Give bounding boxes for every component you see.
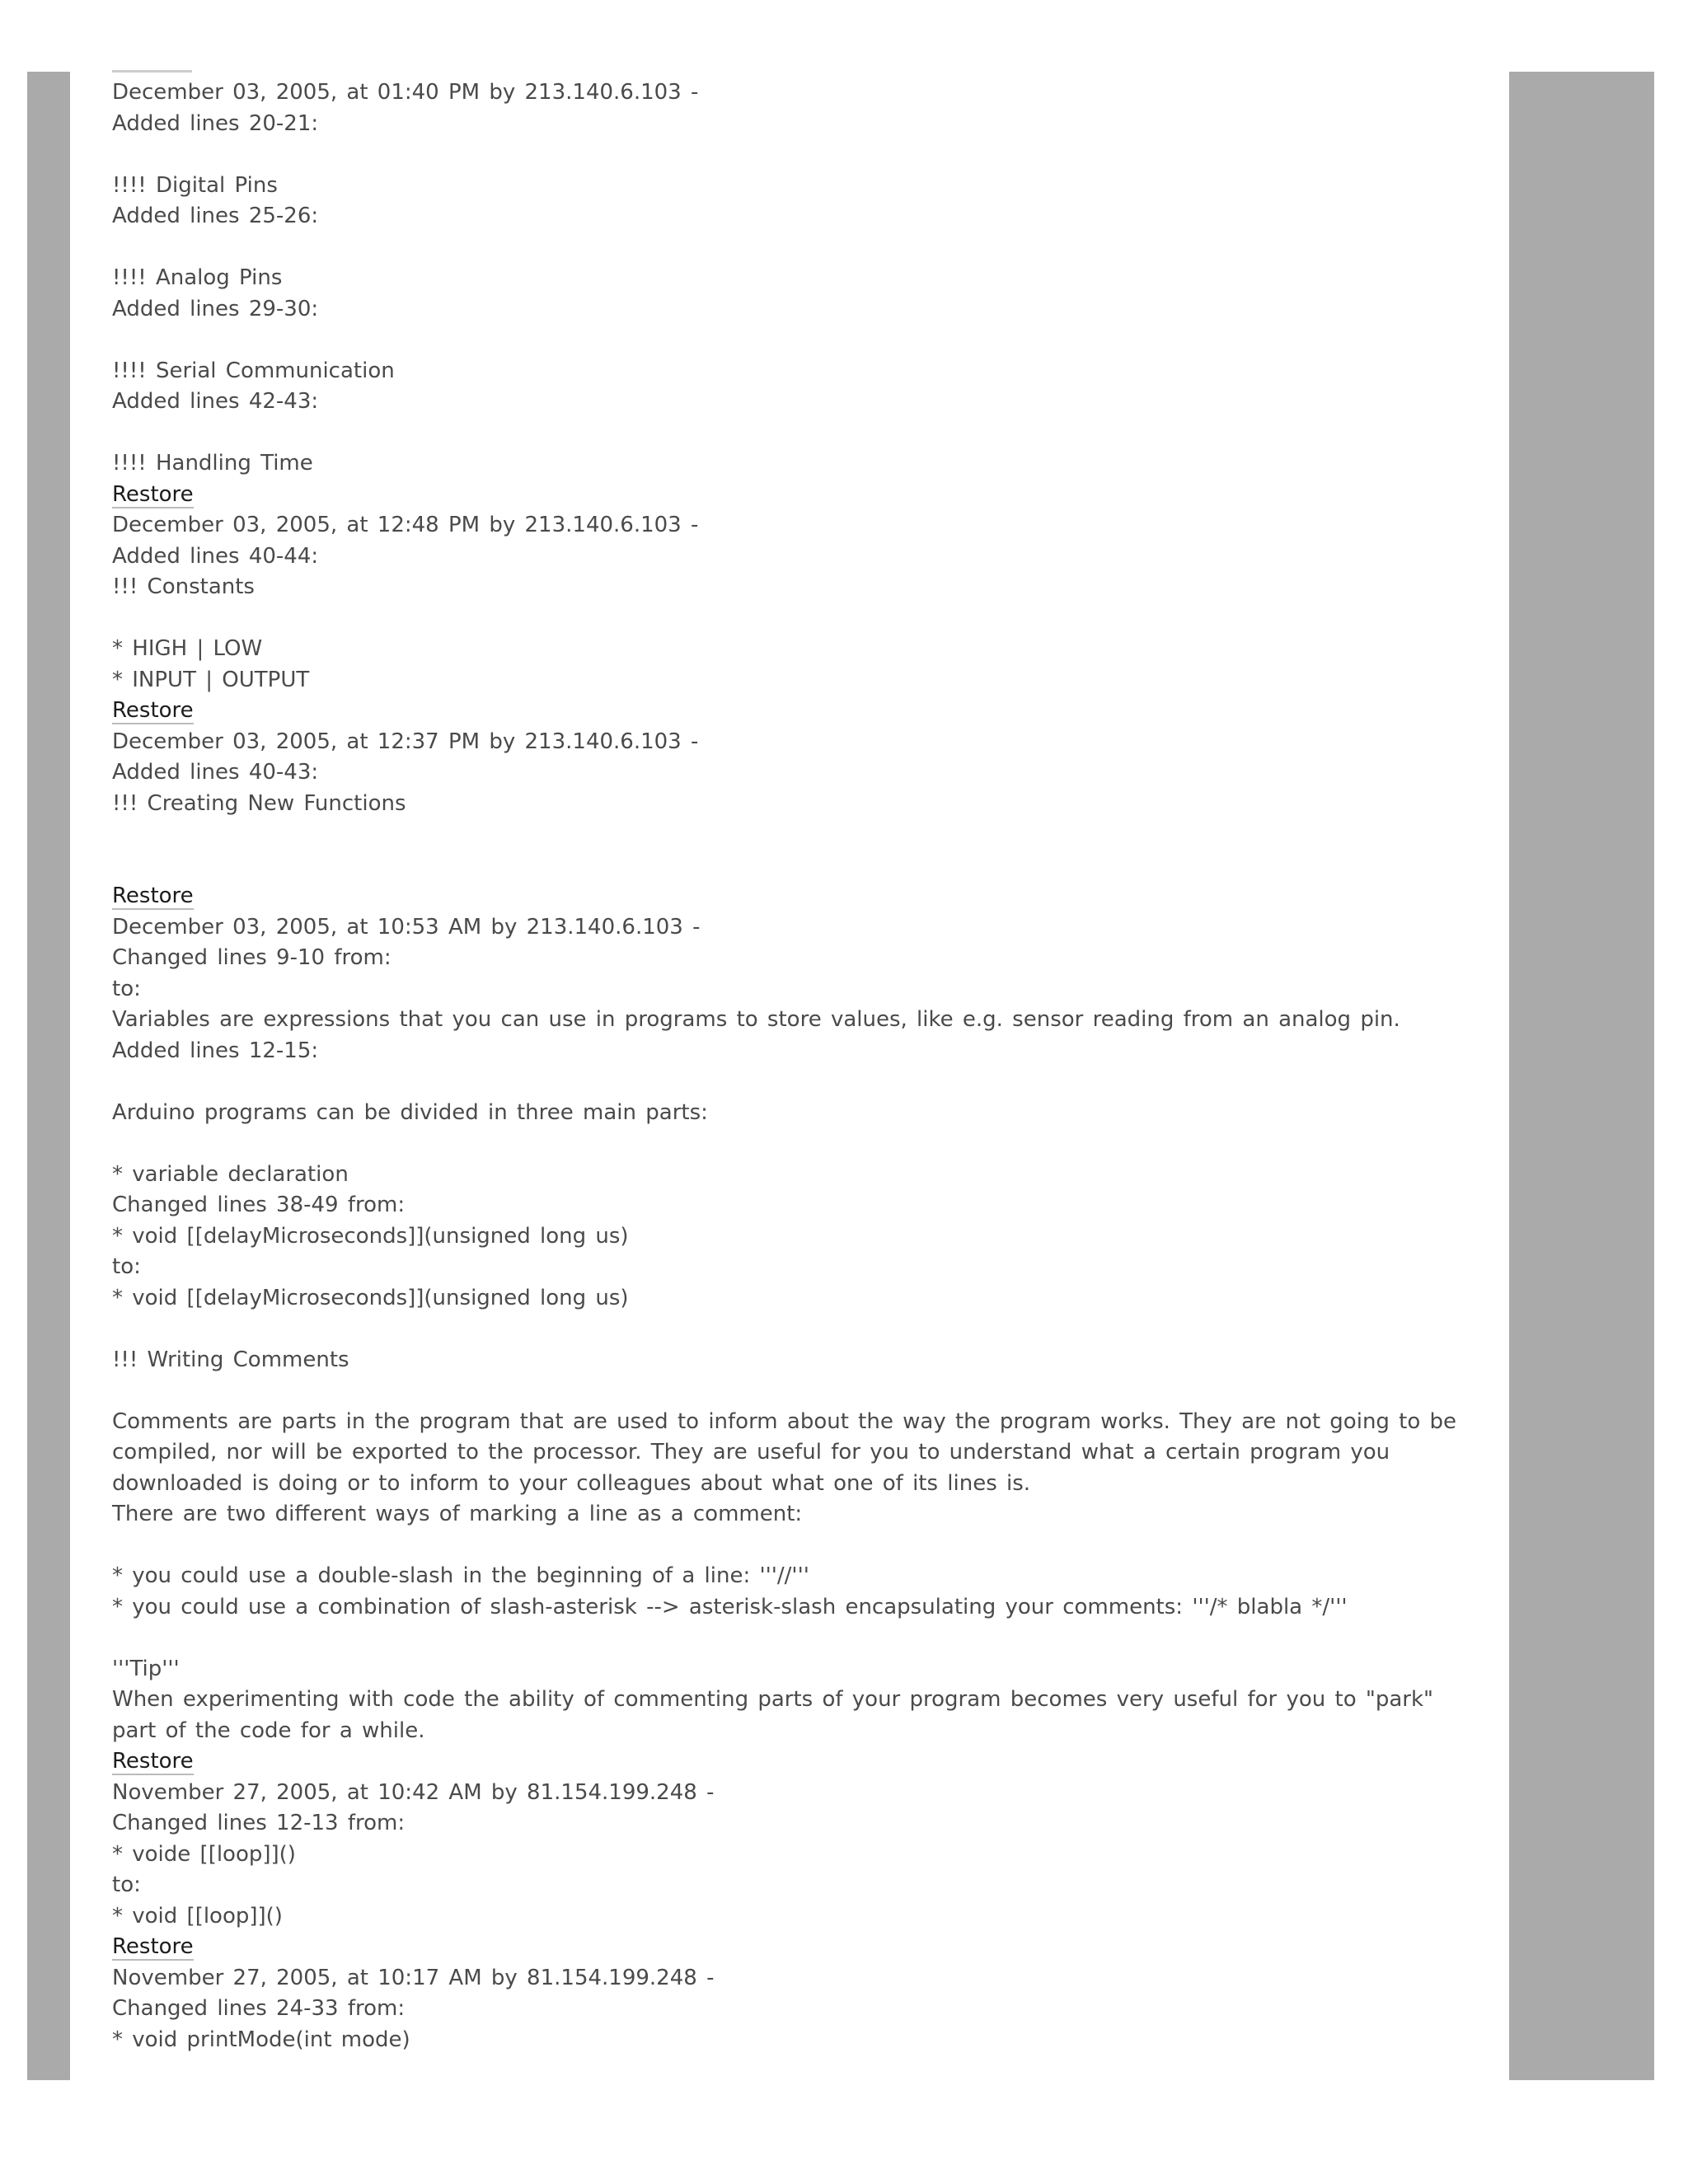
- diff-line: * void printMode(int mode): [112, 2027, 410, 2052]
- history-entry: [112, 1932, 1472, 2055]
- revision-header: December 03, 2005, at 12:37 PM by 213.140.6.103 -: [112, 729, 699, 754]
- diff-line: [112, 1066, 1472, 1098]
- diff-line: [112, 1128, 1472, 1160]
- diff-line: * void [[loop]](): [112, 1903, 283, 1929]
- diff-line: Arduino programs can be divided in three main parts:: [112, 1099, 708, 1125]
- diff-line: [112, 1376, 1472, 1407]
- diff-line: * voide [[loop]](): [112, 1841, 296, 1867]
- diff-line: !!!! Analog Pins: [112, 265, 283, 290]
- diff-line: [112, 139, 1472, 171]
- diff-line: !!! Writing Comments: [112, 1347, 349, 1372]
- diff-line: Added lines 40-43:: [112, 760, 319, 785]
- restore-link[interactable]: Restore: [112, 1934, 194, 1959]
- diff-line: !!! Creating New Functions: [112, 790, 406, 816]
- diff-line: Added lines 20-21:: [112, 110, 319, 136]
- diff-line: [112, 325, 1472, 356]
- restore-row: [112, 881, 1472, 912]
- restore-row: [112, 1746, 1472, 1778]
- diff-line: [112, 232, 1472, 264]
- history-entry: [112, 1746, 1472, 1932]
- diff-line: Added lines 42-43:: [112, 389, 319, 414]
- history-entry: [112, 881, 1472, 1746]
- diff-line: * INPUT | OUTPUT: [112, 667, 310, 692]
- diff-line: !!!! Handling Time: [112, 451, 313, 476]
- diff-line: * you could use a combination of slash-asterisk --> asterisk-slash encapsulating your comments: '''/* blabla */''': [112, 1594, 1348, 1619]
- history-entry: [112, 480, 1472, 696]
- diff-line: [112, 1314, 1472, 1345]
- right-sidebar-bar: [1509, 72, 1654, 2080]
- diff-line: Added lines 40-44:: [112, 543, 319, 569]
- left-sidebar-bar: [27, 72, 70, 2080]
- revision-header: November 27, 2005, at 10:42 AM by 81.154.199.248 -: [112, 1779, 715, 1805]
- diff-line: to:: [112, 976, 141, 1001]
- diff-line: Changed lines 38-49 from:: [112, 1193, 406, 1217]
- diff-line: Variables are expressions that you can use in programs to store values, like e.g. sensor reading from an analog pin.: [112, 1007, 1400, 1032]
- diff-line: !!!! Digital Pins: [112, 172, 278, 198]
- diff-line: to:: [112, 1872, 141, 1897]
- revision-header: November 27, 2005, at 10:17 AM by 81.154.199.248 -: [112, 1965, 715, 1990]
- restore-row: [112, 480, 1472, 511]
- diff-line: Comments are parts in the program that are used to inform about the way the program works. They are not going to be compiled, nor will be exported to the processor. They are useful for you to understand what a certain program you downloaded is doing or to inform to your colleagues about what one of its lines is.: [112, 1408, 1466, 1496]
- diff-line: Added lines 25-26:: [112, 204, 319, 228]
- diff-line: When experimenting with code the ability of commenting parts of your program becomes very useful for you to "park" part of the code for a while.: [112, 1687, 1443, 1743]
- top-divider: [112, 70, 192, 73]
- diff-line: [112, 1530, 1472, 1562]
- diff-line: Added lines 29-30:: [112, 296, 319, 321]
- revision-header: December 03, 2005, at 01:40 PM by 213.140.6.103 -: [112, 80, 699, 105]
- restore-row: [112, 696, 1472, 727]
- restore-row: [112, 1932, 1472, 1963]
- diff-line: There are two different ways of marking a line as a comment:: [112, 1502, 803, 1526]
- diff-line: [112, 418, 1472, 449]
- diff-line: '''Tip''': [112, 1656, 180, 1681]
- diff-line: * HIGH | LOW: [112, 636, 263, 661]
- diff-line: [112, 1623, 1472, 1654]
- revision-header: December 03, 2005, at 10:53 AM by 213.140.6.103 -: [112, 914, 701, 940]
- diff-line: Changed lines 9-10 from:: [112, 945, 392, 970]
- restore-link[interactable]: Restore: [112, 698, 194, 723]
- restore-link[interactable]: Restore: [112, 883, 194, 908]
- diff-line: * void [[delayMicroseconds]](unsigned long us): [112, 1223, 629, 1249]
- diff-line: Changed lines 24-33 from:: [112, 1996, 406, 2021]
- diff-line: !!! Constants: [112, 574, 255, 599]
- revision-header: December 03, 2005, at 12:48 PM by 213.140.6.103 -: [112, 513, 699, 537]
- diff-line: [112, 819, 1472, 851]
- diff-line: Added lines 12-15:: [112, 1038, 319, 1063]
- diff-line: !!!! Serial Communication: [112, 358, 395, 383]
- page-history-content: [112, 77, 1472, 2055]
- diff-line: Changed lines 12-13 from:: [112, 1811, 406, 1835]
- restore-link[interactable]: Restore: [112, 481, 194, 507]
- diff-line: [112, 603, 1472, 635]
- diff-line: [112, 851, 1472, 882]
- diff-line: * you could use a double-slash in the beginning of a line: '''//''': [112, 1563, 809, 1588]
- history-entry: [112, 77, 1472, 480]
- restore-link[interactable]: Restore: [112, 1749, 194, 1774]
- diff-line: * void [[delayMicroseconds]](unsigned long us): [112, 1285, 629, 1310]
- diff-line: to:: [112, 1254, 141, 1279]
- diff-line: * variable declaration: [112, 1161, 349, 1187]
- history-entry: [112, 696, 1472, 881]
